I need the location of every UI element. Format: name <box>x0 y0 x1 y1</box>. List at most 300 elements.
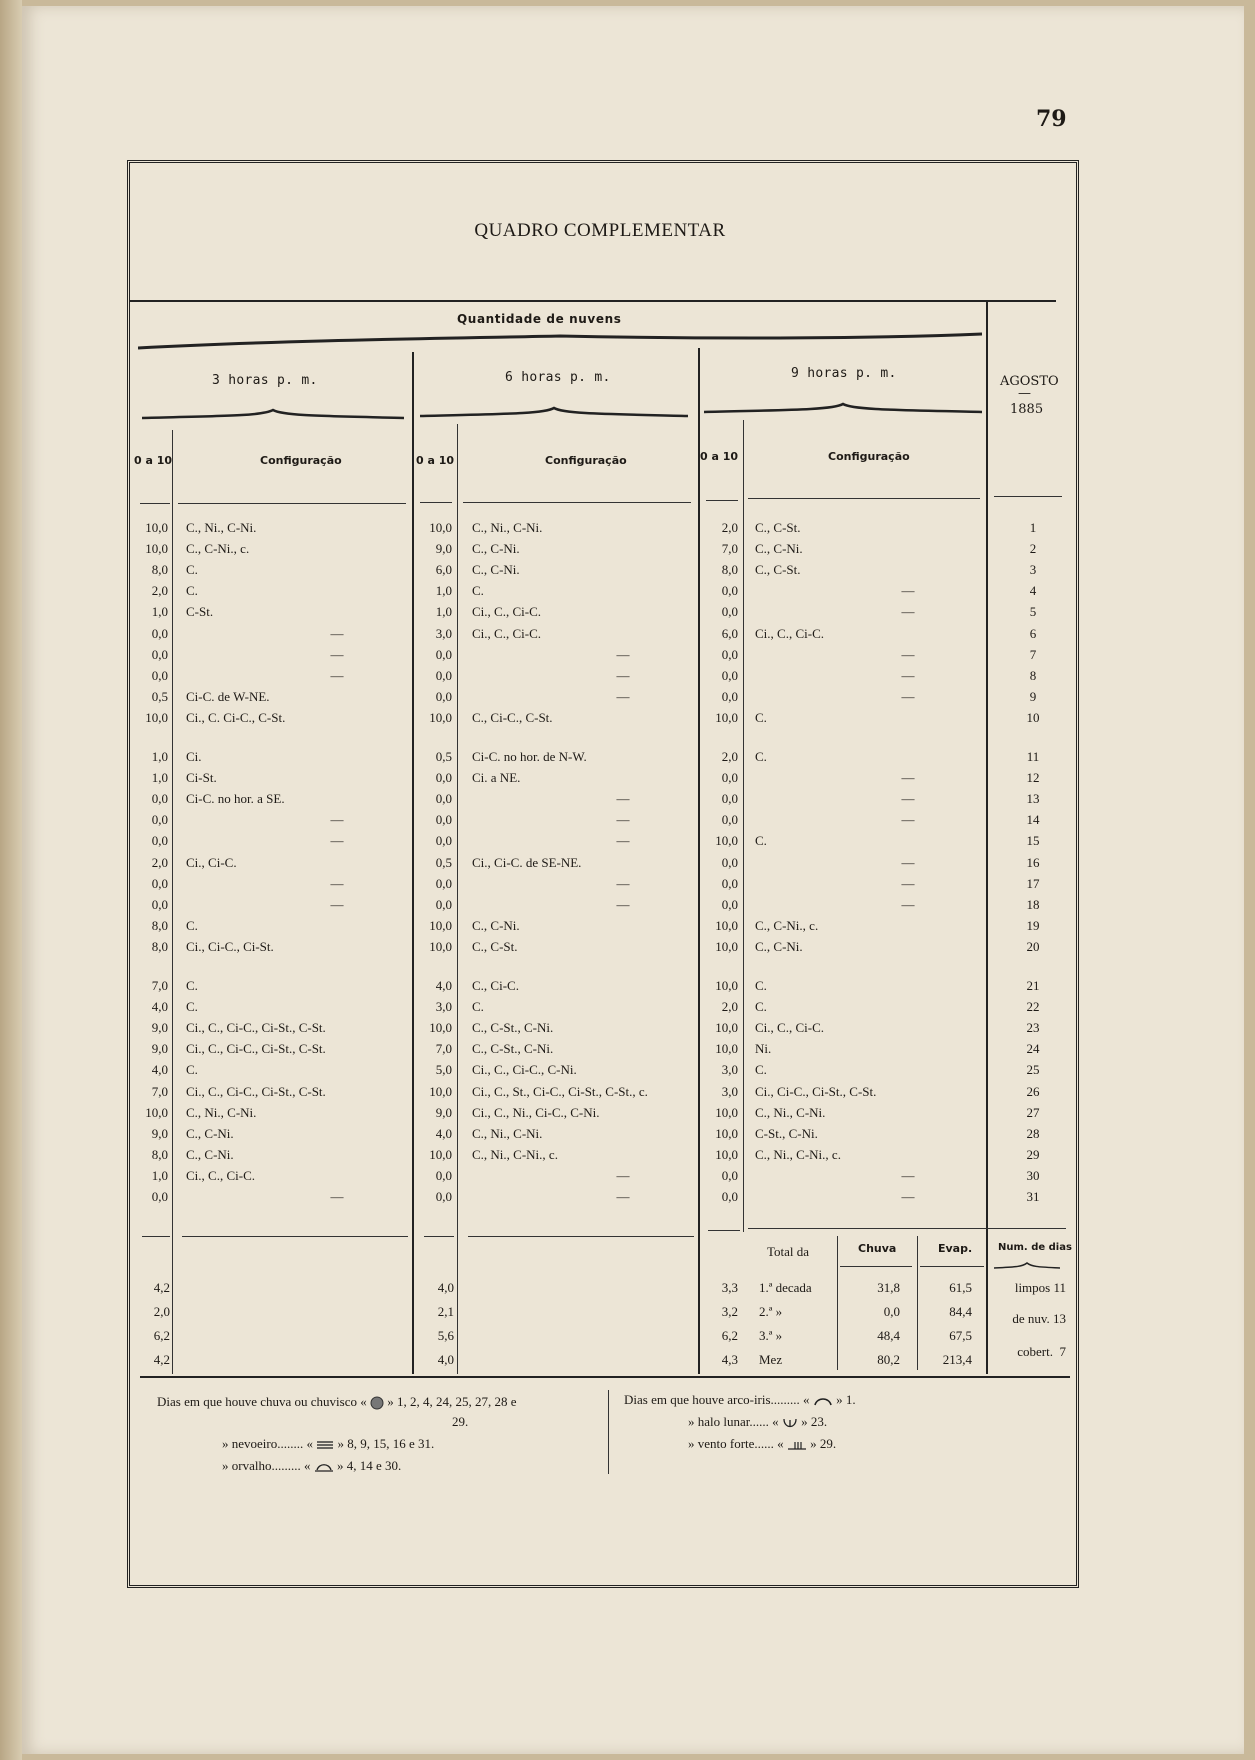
summary-rain: 0,0 <box>883 1304 900 1319</box>
footer-rainbow-label: Dias em que houve arco-iris......... « <box>624 1392 810 1407</box>
value-6pm: 4,0 <box>435 978 452 993</box>
config-6pm: — <box>616 833 630 849</box>
value-6pm: 1,0 <box>435 604 452 620</box>
day-number: 18 <box>1026 896 1040 912</box>
value-6pm: 0,0 <box>435 770 452 786</box>
config-3pm: C-St. <box>186 604 214 620</box>
header-time-9pm: 9 horas p. m. <box>791 366 897 381</box>
value-6pm: 10,0 <box>429 1020 452 1036</box>
value-9pm: 10,0 <box>715 978 738 993</box>
day-number: 2 <box>1029 541 1037 557</box>
value-6pm: 9,0 <box>435 541 452 557</box>
scale-header-3pm: 0 a 10 <box>134 454 173 467</box>
config-6pm: C. <box>472 999 484 1015</box>
lunar-halo-icon <box>782 1417 798 1429</box>
summary-6pm: 4,0 <box>437 1352 454 1367</box>
rule <box>994 496 1062 497</box>
scale-header-9pm: 0 a 10 <box>700 450 739 463</box>
table-row <box>0 1039 1200 1059</box>
config-3pm: Ci-C. de W-NE. <box>186 688 270 704</box>
value-6pm: 3,0 <box>435 625 452 641</box>
footer-fog-days: » 8, 9, 15, 16 e 31. <box>337 1436 435 1451</box>
rule <box>142 1236 170 1237</box>
config-9pm: Ci., Ci-C., Ci-St., C-St. <box>755 1083 877 1099</box>
value-9pm: 7,0 <box>721 541 738 557</box>
day-number: 8 <box>1029 667 1037 683</box>
footer-rain-days: » 1, 2, 4, 24, 25, 27, 28 e <box>387 1394 517 1409</box>
config-9pm: — <box>901 854 915 870</box>
config-3pm: Ci., C., Ci-C., Ci-St., C-St. <box>186 1041 326 1057</box>
table-row <box>0 1166 1200 1186</box>
config-3pm: C., C-Ni. <box>186 1125 234 1141</box>
summary-period: 2.ª » <box>759 1304 783 1319</box>
rule <box>420 502 452 503</box>
config-9pm: — <box>901 646 915 662</box>
config-6pm: C., Ci-C., C-St. <box>472 709 553 725</box>
day-number: 31 <box>1026 1189 1040 1204</box>
value-6pm: 0,5 <box>435 854 452 870</box>
rule <box>468 1236 694 1237</box>
value-9pm: 0,0 <box>721 1189 738 1204</box>
config-6pm: C. <box>472 583 484 599</box>
value-3pm: 8,0 <box>151 562 168 578</box>
config-3pm: C. <box>186 583 198 599</box>
value-3pm: 0,0 <box>151 646 168 662</box>
config-3pm: Ci. <box>186 749 202 764</box>
summary-evap: 213,4 <box>942 1352 972 1367</box>
summary-9pm: 4,3 <box>721 1352 738 1367</box>
rule <box>748 498 980 499</box>
value-6pm: 6,0 <box>435 562 452 578</box>
value-6pm: 0,0 <box>435 646 452 662</box>
config-9pm: C. <box>755 709 767 725</box>
table-row <box>0 1060 1200 1080</box>
value-9pm: 10,0 <box>715 1020 738 1036</box>
day-number: 13 <box>1026 791 1040 807</box>
table-row <box>0 997 1200 1017</box>
value-3pm: 7,0 <box>151 1083 168 1099</box>
footer-fog-label: » nevoeiro........ « <box>222 1436 313 1451</box>
table-row <box>0 874 1200 894</box>
rule <box>140 503 170 504</box>
value-9pm: 10,0 <box>715 917 738 933</box>
summary-days: cobert. 7 <box>1017 1344 1066 1359</box>
config-9pm: C. <box>755 999 767 1015</box>
config-9pm: C., C-Ni., c. <box>755 917 819 933</box>
day-number: 10 <box>1026 709 1040 725</box>
config-6pm: — <box>616 667 630 683</box>
day-number: 14 <box>1026 812 1040 828</box>
day-number: 17 <box>1026 875 1040 891</box>
summary-period: Mez <box>759 1352 783 1367</box>
value-3pm: 8,0 <box>151 938 168 954</box>
summary-divider-1 <box>837 1236 838 1370</box>
day-number: 28 <box>1026 1125 1040 1141</box>
table-row <box>0 895 1200 915</box>
footer-rain-cont: 29. <box>452 1414 469 1429</box>
value-9pm: 0,0 <box>721 646 738 662</box>
value-3pm: 0,0 <box>151 667 168 683</box>
summary-days: limpos 11 <box>1014 1280 1066 1295</box>
config-header-9pm: Configuração <box>828 450 910 463</box>
config-9pm: — <box>901 896 915 912</box>
footer-rainbow-line <box>624 1392 856 1408</box>
table-row <box>0 560 1200 580</box>
value-3pm: 0,0 <box>151 875 168 891</box>
rule <box>706 500 738 501</box>
summary-evap: 67,5 <box>949 1328 972 1343</box>
value-3pm: 8,0 <box>151 1146 168 1162</box>
table-row <box>0 539 1200 559</box>
rule <box>840 1266 912 1267</box>
config-9pm: Ni. <box>755 1041 772 1057</box>
value-6pm: 0,0 <box>435 1189 452 1204</box>
value-9pm: 10,0 <box>715 1041 738 1057</box>
config-3pm: Ci-C. no hor. a SE. <box>186 791 285 807</box>
config-3pm: C. <box>186 562 198 578</box>
value-3pm: 0,0 <box>151 791 168 807</box>
day-number: 7 <box>1029 646 1037 662</box>
rain-symbol-icon <box>370 1396 384 1410</box>
value-3pm: 1,0 <box>151 770 168 786</box>
rule <box>920 1266 984 1267</box>
summary-rain: 80,2 <box>877 1352 900 1367</box>
config-6pm: — <box>616 812 630 828</box>
value-3pm: 0,0 <box>151 1189 168 1204</box>
value-3pm: 4,0 <box>151 999 168 1015</box>
day-number: 26 <box>1026 1083 1040 1099</box>
config-6pm: C., C-Ni. <box>472 541 520 557</box>
value-6pm: 7,0 <box>435 1041 452 1057</box>
config-3pm: Ci., C., Ci-C. <box>186 1167 255 1183</box>
config-6pm: — <box>616 875 630 891</box>
config-6pm: — <box>616 1189 630 1204</box>
table-row <box>0 687 1200 707</box>
summary-3pm: 4,2 <box>153 1280 170 1295</box>
value-3pm: 0,0 <box>151 833 168 849</box>
day-number: 27 <box>1026 1104 1040 1120</box>
value-3pm: 9,0 <box>151 1020 168 1036</box>
summary-6pm: 5,6 <box>437 1328 454 1343</box>
day-number: 1 <box>1029 520 1037 535</box>
config-6pm: — <box>616 896 630 912</box>
day-number: 20 <box>1026 938 1040 954</box>
value-6pm: 9,0 <box>435 1104 452 1120</box>
config-6pm: Ci., C., Ci-C. <box>472 604 541 620</box>
config-9pm: — <box>901 583 915 599</box>
day-number: 23 <box>1026 1020 1040 1036</box>
value-9pm: 10,0 <box>715 938 738 954</box>
config-3pm: — <box>330 1189 344 1204</box>
day-number: 5 <box>1029 604 1037 620</box>
config-6pm: Ci., Ci-C. de SE-NE. <box>472 854 582 870</box>
config-9pm: — <box>901 791 915 807</box>
footer-dew-label: » orvalho......... « <box>222 1458 311 1473</box>
value-3pm: 10,0 <box>145 541 168 557</box>
config-3pm: Ci., Ci-C. <box>186 854 237 870</box>
value-9pm: 0,0 <box>721 875 738 891</box>
value-9pm: 8,0 <box>721 562 738 578</box>
config-9pm: — <box>901 604 915 620</box>
summary-6pm: 4,0 <box>437 1280 454 1295</box>
summary-period: 1.ª decada <box>759 1280 812 1295</box>
value-9pm: 0,0 <box>721 854 738 870</box>
config-3pm: — <box>330 625 344 641</box>
config-3pm: C., C-Ni., c. <box>186 541 250 557</box>
value-9pm: 10,0 <box>715 1125 738 1141</box>
rule <box>178 503 406 504</box>
table-row <box>0 937 1200 957</box>
value-9pm: 0,0 <box>721 896 738 912</box>
cloud-brace <box>138 330 982 350</box>
value-3pm: 2,0 <box>151 583 168 599</box>
config-6pm: C., C-St. <box>472 938 518 954</box>
day-number: 4 <box>1029 583 1037 599</box>
config-6pm: C., C-St., C-Ni. <box>472 1020 554 1036</box>
value-3pm: 0,0 <box>151 812 168 828</box>
day-number: 6 <box>1029 625 1037 641</box>
config-6pm: C., C-Ni. <box>472 562 520 578</box>
value-3pm: 10,0 <box>145 520 168 535</box>
config-6pm: Ci., C., Ci-C., C-Ni. <box>472 1062 577 1078</box>
footer-rain-label: Dias em que houve chuva ou chuvisco « <box>157 1394 367 1409</box>
rule <box>182 1236 408 1237</box>
summary-total-label: Total da <box>767 1244 810 1259</box>
config-3pm: Ci., C. Ci-C., C-St. <box>186 709 286 725</box>
value-3pm: 9,0 <box>151 1125 168 1141</box>
summary-3pm: 6,2 <box>153 1328 170 1343</box>
value-3pm: 0,0 <box>151 896 168 912</box>
day-number: 16 <box>1026 854 1040 870</box>
value-6pm: 0,0 <box>435 833 452 849</box>
config-3pm: — <box>330 833 344 849</box>
table-row <box>0 853 1200 873</box>
table-row <box>0 810 1200 830</box>
summary-3pm: 2,0 <box>153 1304 170 1319</box>
config-9pm: Ci., C., Ci-C. <box>755 1020 824 1036</box>
value-3pm: 10,0 <box>145 1104 168 1120</box>
config-6pm: C., Ci-C. <box>472 978 519 993</box>
fog-symbol-icon <box>316 1440 334 1450</box>
value-3pm: 1,0 <box>151 749 168 764</box>
value-6pm: 0,0 <box>435 896 452 912</box>
value-3pm: 9,0 <box>151 1041 168 1057</box>
config-6pm: C., C-Ni. <box>472 917 520 933</box>
config-6pm: C., Ni., C-Ni., c. <box>472 1146 558 1162</box>
config-3pm: C., Ni., C-Ni. <box>186 520 257 535</box>
value-6pm: 10,0 <box>429 938 452 954</box>
summary-days-header: Num. de dias <box>998 1242 1072 1253</box>
config-9pm: — <box>901 875 915 891</box>
day-number: 30 <box>1026 1167 1040 1183</box>
table-row <box>0 976 1200 996</box>
value-3pm: 7,0 <box>151 978 168 993</box>
rule <box>708 1230 740 1231</box>
summary-rain-header: Chuva <box>858 1242 897 1255</box>
day-number: 11 <box>1026 749 1040 764</box>
footer-wind-line <box>688 1436 836 1452</box>
value-9pm: 10,0 <box>715 833 738 849</box>
day-number: 21 <box>1026 978 1040 993</box>
value-6pm: 0,5 <box>435 749 452 764</box>
value-6pm: 0,0 <box>435 667 452 683</box>
rule <box>463 502 691 503</box>
config-9pm: C., C-St. <box>755 562 801 578</box>
config-3pm: Ci., C., Ci-C., Ci-St., C-St. <box>186 1083 326 1099</box>
footer-fog-line <box>222 1436 434 1452</box>
config-3pm: — <box>330 875 344 891</box>
summary-rain: 48,4 <box>877 1328 900 1343</box>
dew-symbol-icon <box>314 1462 334 1472</box>
value-6pm: 3,0 <box>435 999 452 1015</box>
summary-evap: 61,5 <box>949 1280 972 1295</box>
value-6pm: 10,0 <box>429 520 452 535</box>
config-9pm: C. <box>755 1062 767 1078</box>
summary-9pm: 3,2 <box>721 1304 738 1319</box>
value-6pm: 5,0 <box>435 1062 452 1078</box>
day-number: 24 <box>1026 1041 1040 1057</box>
config-9pm: C. <box>755 749 767 764</box>
day-number: 3 <box>1029 562 1037 578</box>
table-row <box>0 789 1200 809</box>
config-9pm: C-St., C-Ni. <box>755 1125 818 1141</box>
day-number: 25 <box>1026 1062 1040 1078</box>
table-row <box>0 768 1200 788</box>
value-6pm: 1,0 <box>435 583 452 599</box>
page-title: QUADRO COMPLEMENTAR <box>474 220 726 241</box>
table-row <box>0 1145 1200 1165</box>
value-9pm: 0,0 <box>721 791 738 807</box>
config-3pm: C., C-Ni. <box>186 1146 234 1162</box>
config-9pm: — <box>901 770 915 786</box>
summary-period: 3.ª » <box>759 1328 783 1343</box>
month-dash: — <box>1018 386 1031 401</box>
config-header-3pm: Configuração <box>260 454 342 467</box>
summary-rain: 31,8 <box>877 1280 900 1295</box>
value-6pm: 10,0 <box>429 1146 452 1162</box>
config-9pm: C., Ni., C-Ni., c. <box>755 1146 841 1162</box>
config-9pm: C., C-Ni. <box>755 938 803 954</box>
config-3pm: — <box>330 646 344 662</box>
config-9pm: — <box>901 812 915 828</box>
scale-header-6pm: 0 a 10 <box>416 454 455 467</box>
table-row <box>0 1018 1200 1038</box>
value-6pm: 0,0 <box>435 791 452 807</box>
year-label: 1885 <box>1010 402 1044 417</box>
day-number: 12 <box>1026 770 1040 786</box>
value-9pm: 2,0 <box>721 999 738 1015</box>
value-6pm: 0,0 <box>435 1167 452 1183</box>
header-time-6pm: 6 horas p. m. <box>505 370 611 385</box>
footer-wind-label: » vento forte...... « <box>688 1436 784 1451</box>
config-6pm: Ci., C., Ni., Ci-C., C-Ni. <box>472 1104 600 1120</box>
table-row <box>0 645 1200 665</box>
value-9pm: 6,0 <box>721 625 738 641</box>
config-6pm: — <box>616 1167 630 1183</box>
value-9pm: 0,0 <box>721 604 738 620</box>
footer-rain-line <box>157 1394 517 1410</box>
config-3pm: Ci., Ci-C., Ci-St. <box>186 938 274 954</box>
table-row <box>0 602 1200 622</box>
config-3pm: C. <box>186 917 198 933</box>
summary-6pm: 2,1 <box>437 1304 454 1319</box>
footer-halo-label: » halo lunar...... « <box>688 1414 779 1429</box>
config-6pm: C., Ni., C-Ni. <box>472 1125 543 1141</box>
config-9pm: Ci., C., Ci-C. <box>755 625 824 641</box>
config-9pm: C., Ni., C-Ni. <box>755 1104 826 1120</box>
table-row <box>0 916 1200 936</box>
brace-6pm <box>420 406 688 420</box>
config-3pm: — <box>330 812 344 828</box>
summary-evap-header: Evap. <box>938 1242 973 1255</box>
value-9pm: 2,0 <box>721 520 738 535</box>
strong-wind-icon <box>787 1439 807 1451</box>
value-6pm: 10,0 <box>429 709 452 725</box>
summary-days: de nuv. 13 <box>1012 1311 1066 1326</box>
table-row <box>0 1124 1200 1144</box>
day-number: 29 <box>1026 1146 1040 1162</box>
summary-9pm: 3,3 <box>721 1280 738 1295</box>
value-3pm: 10,0 <box>145 709 168 725</box>
summary-divider-2 <box>917 1236 918 1370</box>
summary-evap: 84,4 <box>949 1304 972 1319</box>
cloud-quantity-header: Quantidade de nuvens <box>457 312 622 326</box>
config-9pm: — <box>901 1189 915 1204</box>
footer-divider <box>608 1390 609 1474</box>
rainbow-symbol-icon <box>813 1396 833 1406</box>
config-6pm: C., Ni., C-Ni. <box>472 520 543 535</box>
day-number: 15 <box>1026 833 1040 849</box>
footer-separator <box>140 1376 1070 1378</box>
header-time-3pm: 3 horas p. m. <box>212 373 318 388</box>
days-brace <box>994 1262 1060 1270</box>
config-3pm: C., Ni., C-Ni. <box>186 1104 257 1120</box>
config-3pm: Ci-St. <box>186 770 217 786</box>
config-9pm: C. <box>755 833 767 849</box>
config-3pm: C. <box>186 1062 198 1078</box>
summary-9pm: 6,2 <box>721 1328 738 1343</box>
config-9pm: — <box>901 1167 915 1183</box>
config-6pm: Ci., C., St., Ci-C., Ci-St., C-St., c. <box>472 1083 648 1099</box>
config-9pm: — <box>901 667 915 683</box>
value-9pm: 2,0 <box>721 749 738 764</box>
table-row <box>0 581 1200 601</box>
day-number: 9 <box>1029 688 1037 704</box>
rule <box>748 1228 1066 1229</box>
footer-rainbow-days: » 1. <box>836 1392 856 1407</box>
page-number: 79 <box>1036 106 1067 132</box>
table-row <box>0 518 1200 538</box>
config-9pm: C., C-St. <box>755 520 801 535</box>
table-row <box>0 1187 1200 1207</box>
brace-3pm <box>142 408 404 422</box>
value-9pm: 0,0 <box>721 583 738 599</box>
footer-dew-line <box>222 1458 401 1474</box>
config-3pm: — <box>330 896 344 912</box>
table-row <box>0 1082 1200 1102</box>
config-3pm: C. <box>186 978 198 993</box>
table-row <box>0 1103 1200 1123</box>
day-number: 22 <box>1026 999 1040 1015</box>
value-9pm: 0,0 <box>721 770 738 786</box>
value-3pm: 4,0 <box>151 1062 168 1078</box>
value-3pm: 8,0 <box>151 917 168 933</box>
table-row <box>0 708 1200 728</box>
config-3pm: — <box>330 667 344 683</box>
value-9pm: 10,0 <box>715 709 738 725</box>
table-row <box>0 747 1200 767</box>
table-row <box>0 666 1200 686</box>
